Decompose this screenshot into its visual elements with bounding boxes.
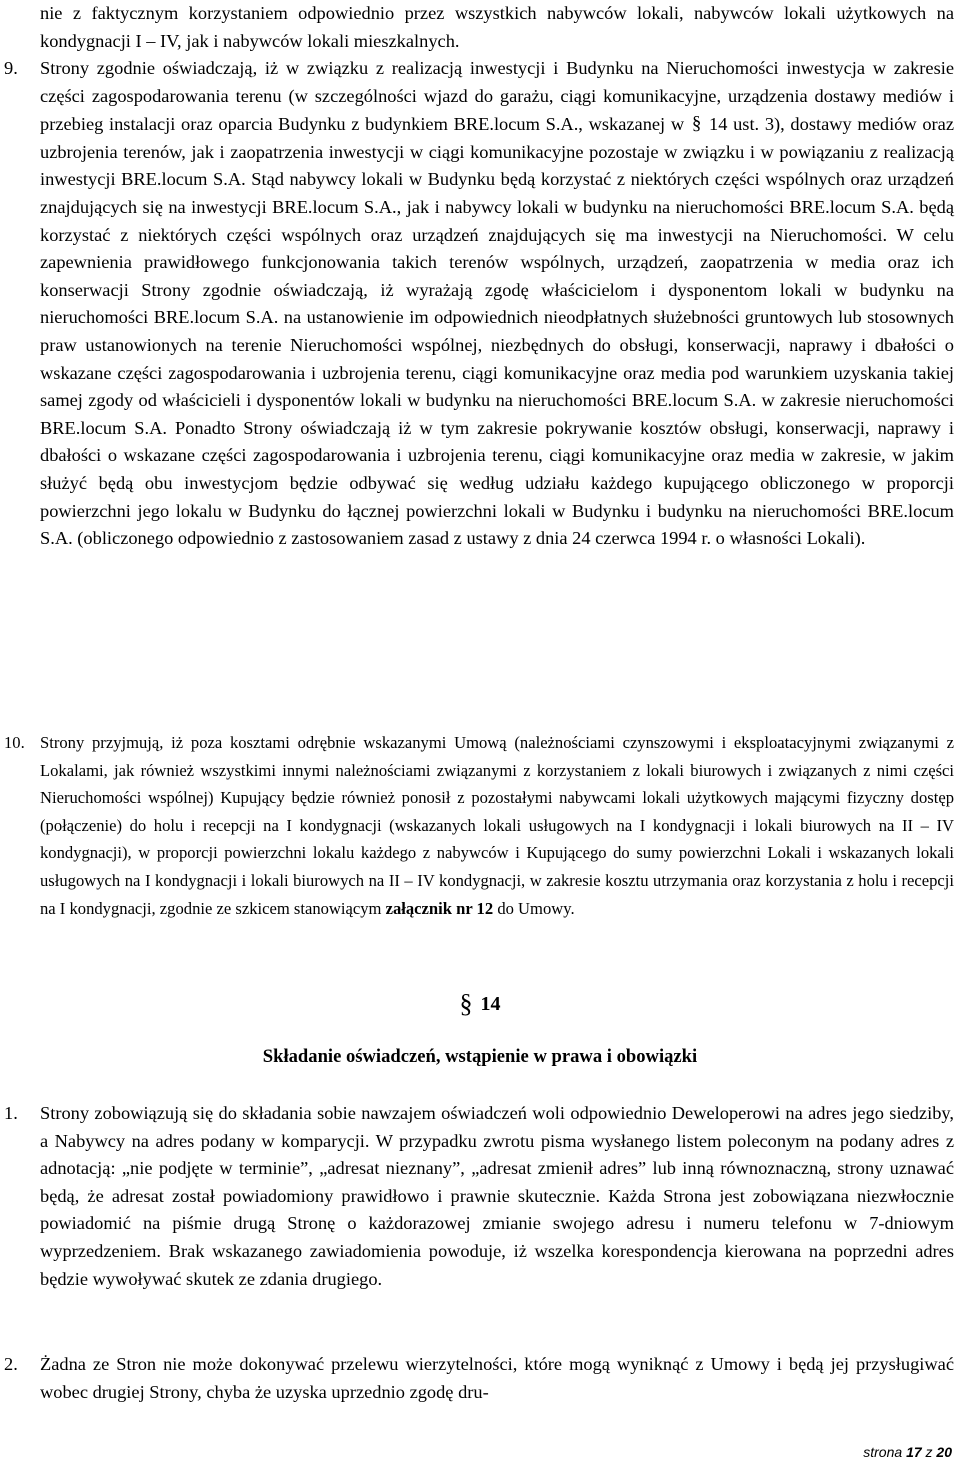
page-footer: strona 17 z 20 xyxy=(863,1444,952,1460)
paragraph-9-number: 9. xyxy=(4,58,18,78)
paragraph-continuation: nie z faktycznym korzystaniem odpowiednio przez wszystkich nabywców lokali, nabywców lokali użytkowych na kondygnacji I – IV, jak i nabywców lokali mieszkalnych. xyxy=(40,3,954,51)
clause-1-number: 1. xyxy=(4,1103,18,1123)
section-sign: § xyxy=(459,989,473,1018)
attachment-reference: załącznik nr 12 xyxy=(385,898,494,918)
page-number: 17 xyxy=(906,1444,922,1460)
section-title: Składanie oświadczeń, wstąpienie w prawa i obowiązki xyxy=(262,1046,698,1067)
section-sign: § xyxy=(691,113,702,135)
paragraph-9: Strony zgodnie oświadczają, iż w związku z realizacją inwestycji i Budynku na Nieruchomości inwestycja w zakresie części zagospodarowania terenu (w szczególności wjazd do garażu, ciągi komunikacyjne, urządzenia dostawy mediów i przebieg instalacji oraz oparcia Budynku z budynkiem BRE.locum S.A., wskazanej w § 14 ust. 3), dostawy mediów oraz uzbrojenia terenów, jak i zaopatrzenia inwestycji w ciągi komunikacyjne pozostaje w związku i w powiązaniu z realizacją inwestycji BRE.locum S.A. Stąd nabywcy lokali w Budynku będą korzystać z niektórych części wspólnych oraz urządzeń znajdujących się na inwestycji BRE.locum S.A., jak i nabywcy lokali w budynku na nieruchomości BRE.locum S.A. będą korzystać z niektórych części wspólnych oraz urządzeń znajdujących się ma inwestycji na Nieruchomości. W celu zapewnienia prawidłowego funkcjonowania takich terenów wspólnych, urządzeń, zaopatrzenia w media oraz ich konserwacji Strony zgodnie oświadczają, iż wyrażają zgodę właścicielom i dysponentom lokali w budynku na nieruchomości BRE.locum S.A. na ustanowienie im odpowiednich nieodpłatnych służebności gruntowych lub stosownych praw ustanowionych na terenie Nieruchomości wspólnej, niezbędnych do obsługi, konserwacji, naprawy i dbałości o wskazane części zagospodarowania i uzbrojenia terenu, ciągi komunikacyjne oraz media pod warunkiem uzyskania takiej samej zgody od właścicieli i dysponentów lokali w budynku na nieruchomości BRE.locum S.A. w zakresie nieruchomości BRE.locum S.A. Ponadto Strony oświadczają iż w tym zakresie pokrywanie kosztów obsługi, konserwacji, naprawy i dbałości o wskazane części zagospodarowania i uzbrojenia terenu, ciągi komunikacyjne oraz media w zakresie, w jakim służyć będą obu inwestycjom będzie odbywać się według udziału każdego kupującego obliczonego w proporcji powierzchni jego lokalu w Budynku do łącznej powierzchni lokali w Budynku i budynku na nieruchomości BRE.locum S.A. (obliczonego odpowiednio z zastosowaniem zasad z ustawy z dnia 24 czerwca 1994 r. o własności Lokali). xyxy=(40,58,954,549)
paragraph-10: Strony przyjmują, iż poza kosztami odrębnie wskazanymi Umową (należnościami czynszowymi i eksploatacyjnymi związanymi z Lokalami, jak również wszystkimi innymi należnościami związanymi z korzystaniem z lokali biurowych i związanych z nimi części Nieruchomości wspólnej) Kupujący będzie również ponosił z pozostałymi nabywcami lokali użytkowych mającymi fizyczny dostęp (połączenie) do holu i recepcji na I kondygnacji (wskazanych lokali usługowych na I kondygnacji i lokali biurowych na II – IV kondygnacji), w proporcji powierzchni lokalu każdego z nabywców i Kupującego do sumy powierzchni Lokali i wskazanych lokali usługowych na I kondygnacji i lokali biurowych na II – IV kondygnacji, w zakresie kosztu utrzymania oraz korzystania z holu i recepcji na I kondygnacji, zgodnie ze szkicem stanowiącym załącznik nr 12 do Umowy. xyxy=(40,733,954,918)
clause-2: Żadna ze Stron nie może dokonywać przelewu wierzytelności, które mogą wyniknąć z Umowy i będą jej przysługiwać wobec drugiej Strony, chyba że uzyska uprzednio zgodę dru- xyxy=(40,1354,954,1402)
clause-1: Strony zobowiązują się do składania sobie nawzajem oświadczeń woli odpowiednio Deweloperowi na adres jego siedziby, a Nabywcy na adres podany w komparycji. W przypadku zwrotu pisma wysłanego listem poleconym na podany adres z adnotacją: „nie podjęte w terminie”, „adresat nieznany”, „adresat zmienił adres” lub inną równoznaczną, strony uznawać będą, że adresat został powiadomiony prawidłowo i prawnie skutecznie. Każda Strona jest zobowiązana niezwłocznie powiadomić na piśmie drugą Stronę o każdorazowej zmianie swojego adresu i numeru telefonu w 7-dniowym wyprzedzeniem. Brak wskazanego zawiadomienia powoduje, iż wszelka korespondencja kierowana na poprzedni adres będzie wywoływać skutek ze zdania drugiego. xyxy=(40,1103,954,1289)
page-total: 20 xyxy=(936,1444,952,1460)
section-number: § 14 xyxy=(459,989,501,1018)
paragraph-10-number: 10. xyxy=(4,733,25,752)
clause-2-number: 2. xyxy=(4,1354,18,1374)
